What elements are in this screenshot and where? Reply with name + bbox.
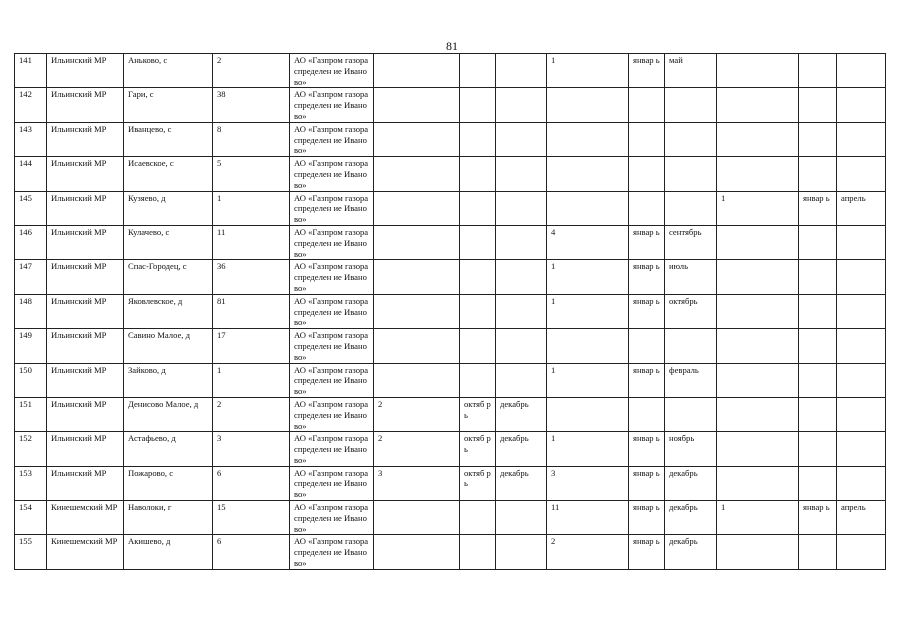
cell-settlement: Аньково, с [124, 54, 213, 88]
cell-plan-1-start: октяб рь [460, 466, 496, 500]
cell-plan-3-count [717, 88, 799, 122]
cell-district: Ильинский МР [47, 466, 124, 500]
cell-row-number: 146 [15, 225, 47, 259]
cell-plan-2-end [665, 397, 717, 431]
cell-plan-3-count: 1 [717, 191, 799, 225]
cell-settlement: Савино Малое, д [124, 329, 213, 363]
cell-count: 2 [213, 397, 290, 431]
cell-plan-2-count: 3 [547, 466, 629, 500]
cell-row-number: 153 [15, 466, 47, 500]
cell-plan-1-count [374, 260, 460, 294]
cell-plan-1-count [374, 191, 460, 225]
cell-plan-1-end: декабрь [496, 397, 547, 431]
cell-plan-1-count: 3 [374, 466, 460, 500]
cell-plan-1-start [460, 329, 496, 363]
cell-plan-2-end [665, 88, 717, 122]
cell-plan-2-start [629, 397, 665, 431]
cell-plan-1-end: декабрь [496, 466, 547, 500]
cell-plan-3-count [717, 225, 799, 259]
table-row [15, 260, 886, 294]
table-row [15, 88, 886, 122]
cell-plan-3-end [837, 329, 886, 363]
cell-plan-2-count [547, 329, 629, 363]
table-row [15, 466, 886, 500]
table-row [15, 397, 886, 431]
cell-settlement: Исаевское, с [124, 157, 213, 191]
cell-plan-2-end: октябрь [665, 294, 717, 328]
cell-plan-2-start: январ ь [629, 294, 665, 328]
cell-district: Ильинский МР [47, 397, 124, 431]
cell-plan-2-start: январ ь [629, 432, 665, 466]
cell-settlement: Кулачево, с [124, 225, 213, 259]
cell-plan-3-start [799, 157, 837, 191]
cell-organization: АО «Газпром газораспределен ие Иваново» [290, 535, 374, 569]
cell-plan-3-start [799, 260, 837, 294]
cell-row-number: 142 [15, 88, 47, 122]
table-row [15, 501, 886, 535]
cell-plan-2-start: январ ь [629, 225, 665, 259]
cell-count: 8 [213, 122, 290, 156]
cell-plan-2-start: январ ь [629, 501, 665, 535]
cell-organization: АО «Газпром газораспределен ие Иваново» [290, 363, 374, 397]
cell-plan-1-end: декабрь [496, 432, 547, 466]
cell-plan-2-end [665, 157, 717, 191]
cell-district: Ильинский МР [47, 329, 124, 363]
cell-plan-3-start [799, 363, 837, 397]
cell-plan-1-start [460, 294, 496, 328]
cell-count: 3 [213, 432, 290, 466]
cell-plan-3-end [837, 122, 886, 156]
cell-settlement: Зайково, д [124, 363, 213, 397]
cell-row-number: 143 [15, 122, 47, 156]
cell-plan-2-start: январ ь [629, 535, 665, 569]
cell-settlement: Спас-Городец, с [124, 260, 213, 294]
cell-plan-3-end [837, 260, 886, 294]
cell-settlement: Яковлевское, д [124, 294, 213, 328]
cell-row-number: 141 [15, 54, 47, 88]
cell-plan-2-start [629, 88, 665, 122]
cell-organization: АО «Газпром газораспределен ие Иваново» [290, 501, 374, 535]
cell-plan-3-count [717, 329, 799, 363]
cell-organization: АО «Газпром газораспределен ие Иваново» [290, 191, 374, 225]
cell-plan-2-end: декабрь [665, 466, 717, 500]
cell-row-number: 154 [15, 501, 47, 535]
cell-plan-3-count: 1 [717, 501, 799, 535]
cell-district: Ильинский МР [47, 191, 124, 225]
cell-plan-3-start [799, 432, 837, 466]
cell-row-number: 149 [15, 329, 47, 363]
cell-plan-1-start [460, 535, 496, 569]
cell-plan-1-end [496, 363, 547, 397]
table-row [15, 329, 886, 363]
cell-plan-3-end [837, 535, 886, 569]
cell-plan-3-count [717, 54, 799, 88]
cell-plan-1-end [496, 535, 547, 569]
cell-plan-2-count [547, 157, 629, 191]
cell-plan-3-start [799, 88, 837, 122]
cell-count: 1 [213, 363, 290, 397]
cell-count: 2 [213, 54, 290, 88]
cell-district: Ильинский МР [47, 54, 124, 88]
cell-plan-3-count [717, 294, 799, 328]
cell-plan-3-end [837, 225, 886, 259]
cell-count: 81 [213, 294, 290, 328]
cell-plan-1-count [374, 225, 460, 259]
cell-plan-1-count [374, 54, 460, 88]
cell-plan-3-count [717, 260, 799, 294]
cell-plan-1-start [460, 157, 496, 191]
cell-settlement: Иванцево, с [124, 122, 213, 156]
cell-plan-3-end [837, 88, 886, 122]
cell-plan-1-count [374, 535, 460, 569]
cell-plan-1-start [460, 122, 496, 156]
cell-plan-2-end: июль [665, 260, 717, 294]
cell-organization: АО «Газпром газораспределен ие Иваново» [290, 466, 374, 500]
cell-plan-2-count [547, 397, 629, 431]
cell-plan-1-count [374, 88, 460, 122]
table-row [15, 191, 886, 225]
cell-plan-3-count [717, 432, 799, 466]
cell-plan-3-end [837, 466, 886, 500]
cell-plan-3-start [799, 225, 837, 259]
cell-plan-3-start: январ ь [799, 501, 837, 535]
table-row [15, 157, 886, 191]
cell-count: 36 [213, 260, 290, 294]
cell-row-number: 151 [15, 397, 47, 431]
cell-plan-2-start: январ ь [629, 363, 665, 397]
cell-row-number: 147 [15, 260, 47, 294]
cell-plan-1-end [496, 88, 547, 122]
cell-plan-1-start [460, 501, 496, 535]
cell-district: Ильинский МР [47, 432, 124, 466]
cell-plan-1-start [460, 88, 496, 122]
cell-plan-2-count: 1 [547, 54, 629, 88]
cell-plan-3-count [717, 157, 799, 191]
cell-plan-3-start [799, 329, 837, 363]
cell-plan-3-start [799, 397, 837, 431]
cell-plan-1-start [460, 191, 496, 225]
cell-plan-2-count [547, 88, 629, 122]
cell-settlement: Астафьево, д [124, 432, 213, 466]
cell-plan-1-end [496, 260, 547, 294]
cell-settlement: Кузяево, д [124, 191, 213, 225]
cell-count: 6 [213, 535, 290, 569]
cell-plan-1-end [496, 122, 547, 156]
cell-plan-3-end [837, 54, 886, 88]
cell-plan-2-start [629, 122, 665, 156]
cell-district: Ильинский МР [47, 294, 124, 328]
cell-plan-2-end: декабрь [665, 501, 717, 535]
cell-plan-3-count [717, 122, 799, 156]
cell-organization: АО «Газпром газораспределен ие Иваново» [290, 157, 374, 191]
page-number: 81 [446, 39, 458, 53]
cell-count: 38 [213, 88, 290, 122]
cell-plan-1-count [374, 122, 460, 156]
cell-row-number: 145 [15, 191, 47, 225]
cell-organization: АО «Газпром газораспределен ие Иваново» [290, 294, 374, 328]
cell-plan-1-start [460, 260, 496, 294]
cell-plan-3-end: апрель [837, 501, 886, 535]
cell-plan-3-count [717, 535, 799, 569]
cell-organization: АО «Газпром газораспределен ие Иваново» [290, 397, 374, 431]
cell-plan-3-count [717, 397, 799, 431]
cell-plan-3-start [799, 466, 837, 500]
cell-row-number: 148 [15, 294, 47, 328]
cell-plan-1-end [496, 157, 547, 191]
table-row [15, 225, 886, 259]
cell-plan-2-start: январ ь [629, 466, 665, 500]
cell-organization: АО «Газпром газораспределен ие Иваново» [290, 329, 374, 363]
cell-plan-2-count: 1 [547, 363, 629, 397]
cell-count: 17 [213, 329, 290, 363]
cell-plan-3-start: январ ь [799, 191, 837, 225]
cell-plan-2-start: январ ь [629, 54, 665, 88]
cell-plan-1-end [496, 54, 547, 88]
cell-plan-2-end [665, 122, 717, 156]
cell-plan-1-count: 2 [374, 432, 460, 466]
cell-count: 11 [213, 225, 290, 259]
cell-row-number: 144 [15, 157, 47, 191]
cell-settlement: Наволоки, г [124, 501, 213, 535]
cell-plan-1-end [496, 501, 547, 535]
cell-plan-3-end: апрель [837, 191, 886, 225]
cell-district: Ильинский МР [47, 260, 124, 294]
cell-district: Кинешемский МР [47, 501, 124, 535]
cell-plan-2-end: май [665, 54, 717, 88]
cell-plan-1-start [460, 225, 496, 259]
cell-plan-3-count [717, 466, 799, 500]
cell-plan-1-count [374, 157, 460, 191]
cell-plan-2-count: 1 [547, 432, 629, 466]
cell-plan-1-end [496, 225, 547, 259]
cell-settlement: Акишево, д [124, 535, 213, 569]
cell-plan-1-count [374, 363, 460, 397]
cell-row-number: 150 [15, 363, 47, 397]
cell-plan-2-end: февраль [665, 363, 717, 397]
cell-district: Ильинский МР [47, 157, 124, 191]
cell-plan-1-end [496, 329, 547, 363]
cell-plan-3-end [837, 432, 886, 466]
cell-plan-2-end [665, 191, 717, 225]
cell-district: Ильинский МР [47, 122, 124, 156]
cell-plan-1-start: октяб рь [460, 432, 496, 466]
cell-organization: АО «Газпром газораспределен ие Иваново» [290, 260, 374, 294]
cell-plan-3-start [799, 294, 837, 328]
table-row [15, 122, 886, 156]
table-row [15, 54, 886, 88]
cell-plan-1-count [374, 501, 460, 535]
cell-organization: АО «Газпром газораспределен ие Иваново» [290, 54, 374, 88]
cell-count: 5 [213, 157, 290, 191]
cell-row-number: 155 [15, 535, 47, 569]
cell-plan-1-start [460, 54, 496, 88]
cell-district: Ильинский МР [47, 88, 124, 122]
cell-settlement: Пожарово, с [124, 466, 213, 500]
cell-plan-3-start [799, 122, 837, 156]
table-row [15, 363, 886, 397]
cell-plan-3-end [837, 157, 886, 191]
cell-count: 6 [213, 466, 290, 500]
cell-settlement: Гари, с [124, 88, 213, 122]
cell-district: Кинешемский МР [47, 535, 124, 569]
cell-plan-1-count [374, 294, 460, 328]
cell-plan-2-count: 11 [547, 501, 629, 535]
cell-district: Ильинский МР [47, 363, 124, 397]
cell-organization: АО «Газпром газораспределен ие Иваново» [290, 122, 374, 156]
cell-plan-2-start: январ ь [629, 260, 665, 294]
cell-plan-2-count: 2 [547, 535, 629, 569]
cell-plan-2-count: 1 [547, 294, 629, 328]
cell-plan-1-start [460, 363, 496, 397]
cell-plan-2-count [547, 122, 629, 156]
cell-plan-1-count: 2 [374, 397, 460, 431]
cell-plan-3-start [799, 535, 837, 569]
cell-plan-2-end: ноябрь [665, 432, 717, 466]
cell-plan-2-count: 1 [547, 260, 629, 294]
cell-plan-1-end [496, 294, 547, 328]
cell-count: 15 [213, 501, 290, 535]
cell-organization: АО «Газпром газораспределен ие Иваново» [290, 432, 374, 466]
cell-plan-1-start: октяб рь [460, 397, 496, 431]
cell-plan-2-start [629, 157, 665, 191]
cell-plan-2-end [665, 329, 717, 363]
table-row [15, 535, 886, 569]
cell-plan-1-end [496, 191, 547, 225]
cell-plan-2-count: 4 [547, 225, 629, 259]
cell-plan-2-start [629, 329, 665, 363]
cell-count: 1 [213, 191, 290, 225]
cell-plan-3-end [837, 363, 886, 397]
cell-plan-3-end [837, 397, 886, 431]
table-row [15, 294, 886, 328]
cell-district: Ильинский МР [47, 225, 124, 259]
cell-plan-3-count [717, 363, 799, 397]
cell-plan-2-count [547, 191, 629, 225]
cell-plan-3-end [837, 294, 886, 328]
cell-plan-1-count [374, 329, 460, 363]
cell-row-number: 152 [15, 432, 47, 466]
cell-organization: АО «Газпром газораспределен ие Иваново» [290, 88, 374, 122]
cell-plan-3-start [799, 54, 837, 88]
table-row [15, 432, 886, 466]
cell-organization: АО «Газпром газораспределен ие Иваново» [290, 225, 374, 259]
gasification-schedule-table [14, 53, 886, 570]
cell-plan-2-start [629, 191, 665, 225]
cell-plan-2-end: сентябрь [665, 225, 717, 259]
cell-settlement: Денисово Малое, д [124, 397, 213, 431]
cell-plan-2-end: декабрь [665, 535, 717, 569]
